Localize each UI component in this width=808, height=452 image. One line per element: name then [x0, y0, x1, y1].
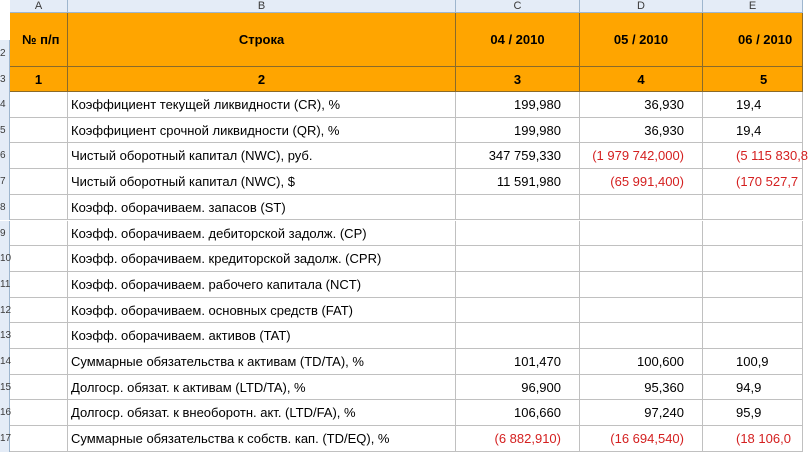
value-cell[interactable]	[580, 195, 703, 221]
cell-npp[interactable]	[10, 221, 68, 247]
cell-npp[interactable]	[10, 272, 68, 298]
value-cell[interactable]: 347 759,330	[456, 143, 580, 169]
row-label[interactable]: Коэфф. оборачиваем. кредиторской задолж. (CPR)	[68, 246, 456, 272]
value-cell[interactable]: 94,9	[703, 375, 803, 401]
row-number-8[interactable]: 8	[0, 195, 10, 221]
row-label[interactable]: Коэфф. оборачиваем. дебиторской задолж. (CP)	[68, 221, 456, 247]
row-label[interactable]: Чистый оборотный капитал (NWC), руб.	[68, 143, 456, 169]
value-cell[interactable]: (18 106,0	[703, 426, 803, 452]
value-cell[interactable]	[703, 195, 803, 221]
row-label[interactable]: Коэффициент срочной ликвидности (QR), %	[68, 118, 456, 144]
value-cell[interactable]	[580, 323, 703, 349]
cell-npp[interactable]	[10, 195, 68, 221]
value-cell[interactable]: 199,980	[456, 92, 580, 118]
row-label[interactable]: Коэфф. оборачиваем. запасов (ST)	[68, 195, 456, 221]
value-cell[interactable]: 19,4	[703, 92, 803, 118]
row-number-12[interactable]: 12	[0, 298, 10, 324]
value-cell[interactable]	[703, 323, 803, 349]
row-number-10[interactable]: 10	[0, 246, 10, 272]
row-label[interactable]: Долгоср. обязат. к внеоборотн. акт. (LTD/FA), %	[68, 400, 456, 426]
row-number-15[interactable]: 15	[0, 375, 10, 401]
row-number-5[interactable]: 5	[0, 118, 10, 144]
value-cell[interactable]	[456, 221, 580, 247]
header-period-04-2010[interactable]: 04 / 2010	[456, 13, 580, 67]
value-cell[interactable]: 106,660	[456, 400, 580, 426]
value-cell[interactable]: 36,930	[580, 118, 703, 144]
value-cell[interactable]	[703, 246, 803, 272]
value-cell[interactable]: 95,360	[580, 375, 703, 401]
cell-npp[interactable]	[10, 323, 68, 349]
cell-npp[interactable]	[10, 298, 68, 324]
index-cell-4[interactable]: 4	[580, 67, 703, 92]
cell-npp[interactable]	[10, 118, 68, 144]
value-cell[interactable]: (1 979 742,000)	[580, 143, 703, 169]
cell-npp[interactable]	[10, 246, 68, 272]
value-cell[interactable]: 97,240	[580, 400, 703, 426]
value-cell[interactable]: (65 991,400)	[580, 169, 703, 195]
value-cell[interactable]	[580, 298, 703, 324]
value-cell[interactable]: (170 527,7	[703, 169, 803, 195]
value-cell[interactable]: 19,4	[703, 118, 803, 144]
row-number-11[interactable]: 11	[0, 272, 10, 298]
cell-npp[interactable]	[10, 400, 68, 426]
value-cell[interactable]	[456, 195, 580, 221]
value-cell[interactable]	[456, 272, 580, 298]
value-cell[interactable]: 36,930	[580, 92, 703, 118]
value-cell[interactable]	[456, 298, 580, 324]
index-cell-5[interactable]: 5	[703, 67, 803, 92]
value-cell[interactable]: (5 115 830,8	[703, 143, 803, 169]
row-number-4[interactable]: 4	[0, 92, 10, 118]
row-label[interactable]: Коэффициент текущей ликвидности (CR), %	[68, 92, 456, 118]
row-number-16[interactable]: 16	[0, 400, 10, 426]
value-cell[interactable]	[580, 272, 703, 298]
row-number-17[interactable]: 17	[0, 426, 10, 452]
value-cell[interactable]: 199,980	[456, 118, 580, 144]
row-number-9[interactable]: 9	[0, 221, 10, 247]
column-header-d[interactable]: D	[580, 0, 703, 13]
value-cell[interactable]: 100,9	[703, 349, 803, 375]
header-period-06-2010[interactable]: 06 / 2010	[703, 13, 803, 67]
value-cell[interactable]	[456, 246, 580, 272]
column-header-b[interactable]: B	[68, 0, 456, 13]
row-label[interactable]: Суммарные обязательства к активам (TD/TA), %	[68, 349, 456, 375]
value-cell[interactable]: 96,900	[456, 375, 580, 401]
row-label[interactable]: Суммарные обязательства к собств. кап. (TD/EQ), %	[68, 426, 456, 452]
value-cell[interactable]	[703, 298, 803, 324]
value-cell[interactable]: 101,470	[456, 349, 580, 375]
value-cell[interactable]: 100,600	[580, 349, 703, 375]
row-number-14[interactable]: 14	[0, 349, 10, 375]
value-cell[interactable]	[580, 246, 703, 272]
value-cell[interactable]: (16 694,540)	[580, 426, 703, 452]
value-cell[interactable]	[703, 272, 803, 298]
cell-npp[interactable]	[10, 375, 68, 401]
row-label[interactable]: Чистый оборотный капитал (NWC), $	[68, 169, 456, 195]
header-npp[interactable]: № п/п	[10, 13, 68, 67]
row-label[interactable]: Коэфф. оборачиваем. активов (TAT)	[68, 323, 456, 349]
value-cell[interactable]	[703, 221, 803, 247]
value-cell[interactable]: (6 882,910)	[456, 426, 580, 452]
header-period-05-2010[interactable]: 05 / 2010	[580, 13, 703, 67]
row-number-13[interactable]: 13	[0, 323, 10, 349]
row-label[interactable]: Коэфф. оборачиваем. основных средств (FAT)	[68, 298, 456, 324]
column-header-e[interactable]: E	[703, 0, 803, 13]
row-number-7[interactable]: 7	[0, 169, 10, 195]
cell-npp[interactable]	[10, 349, 68, 375]
header-stroka[interactable]: Строка	[68, 13, 456, 67]
row-number-3[interactable]: 3	[0, 67, 10, 92]
index-cell-2[interactable]: 2	[68, 67, 456, 92]
cell-npp[interactable]	[10, 426, 68, 452]
column-header-a[interactable]: A	[10, 0, 68, 13]
cell-npp[interactable]	[10, 92, 68, 118]
value-cell[interactable]: 11 591,980	[456, 169, 580, 195]
row-number-6[interactable]: 6	[0, 143, 10, 169]
index-cell-1[interactable]: 1	[10, 67, 68, 92]
value-cell[interactable]	[456, 323, 580, 349]
row-number-2[interactable]: 2	[0, 40, 10, 67]
cell-npp[interactable]	[10, 169, 68, 195]
index-cell-3[interactable]: 3	[456, 67, 580, 92]
column-header-c[interactable]: C	[456, 0, 580, 13]
cell-npp[interactable]	[10, 143, 68, 169]
row-label[interactable]: Коэфф. оборачиваем. рабочего капитала (NCT)	[68, 272, 456, 298]
row-label[interactable]: Долгоср. обязат. к активам (LTD/TA), %	[68, 375, 456, 401]
value-cell[interactable]: 95,9	[703, 400, 803, 426]
value-cell[interactable]	[580, 221, 703, 247]
